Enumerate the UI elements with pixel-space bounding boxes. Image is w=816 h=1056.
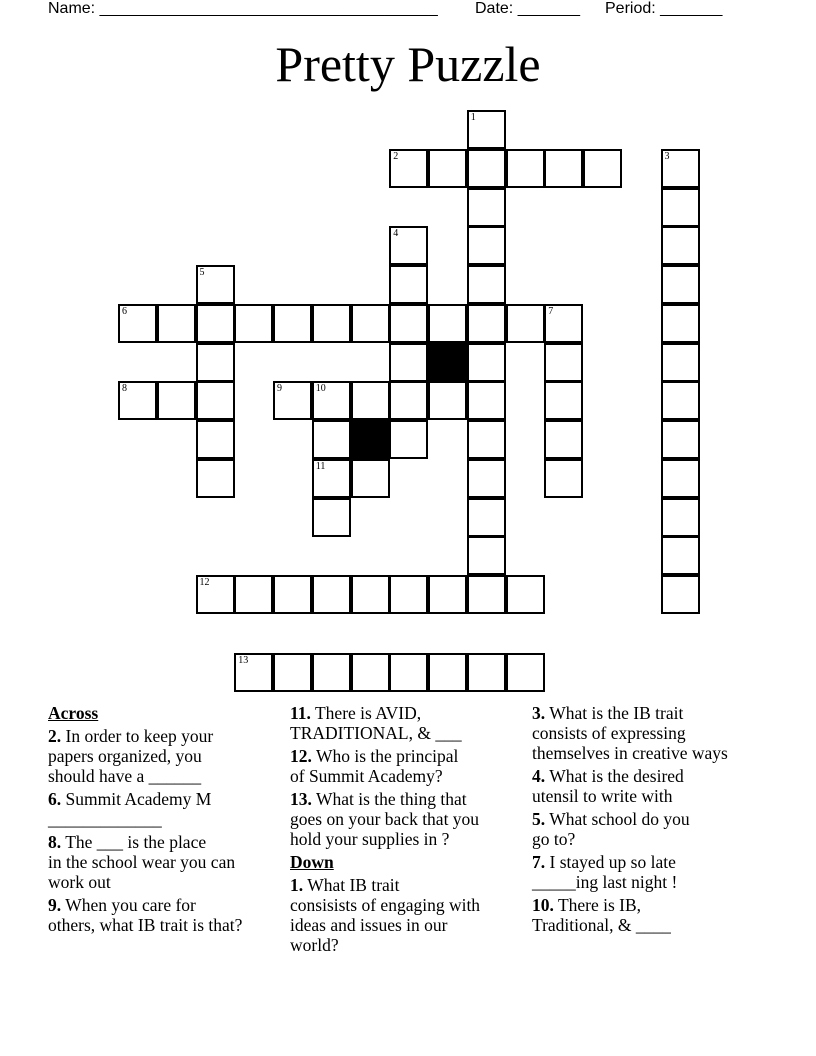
cell-number: 7 [548,305,554,317]
clue-number: 5. [532,809,546,829]
grid-cell[interactable] [661,343,700,382]
grid-cell[interactable] [196,304,235,343]
grid-cell[interactable] [506,653,545,692]
clue-item [532,703,772,763]
name-field[interactable]: Name: ______________________________________ [48,0,438,17]
grid-cell[interactable] [661,188,700,227]
grid-cell[interactable] [428,653,467,692]
clue-text: What is the desired utensil to write with [532,766,684,806]
grid-cell[interactable] [661,420,700,459]
cell-number: 5 [199,267,205,278]
grid-cell[interactable] [467,188,506,227]
grid-cell[interactable] [312,381,351,420]
clue-text: What IB trait consisists of engaging with ideas and issues in our world? [290,875,481,955]
grid-cell[interactable] [196,343,235,382]
grid-cell[interactable] [661,498,700,537]
grid-cell[interactable] [234,575,273,614]
grid-cell[interactable] [196,575,235,614]
clue-text: There is IB, Traditional, & ____ [532,895,671,935]
down-heading: Down [290,852,334,872]
grid-cell[interactable] [312,498,351,537]
puzzle-title: Pretty Puzzle [275,36,541,92]
grid-cell[interactable] [351,459,390,498]
cell-number: 9 [277,383,282,395]
clue-text: When you care for others, what IB trait is that? [48,895,243,935]
black-cell [351,420,390,459]
grid-cell[interactable] [544,149,583,188]
grid-cell[interactable] [157,381,196,420]
grid-cell[interactable] [273,381,312,420]
cell-number: 8 [122,383,127,395]
grid-cell[interactable] [273,575,312,614]
grid-cell[interactable] [389,265,428,304]
date-field[interactable]: Date: _______ [475,0,580,17]
grid-cell[interactable] [273,304,312,343]
clue-column-1 [48,703,283,938]
grid-cell[interactable] [467,459,506,498]
grid-cell[interactable] [312,653,351,692]
clue-column-2 [290,703,525,958]
grid-cell[interactable] [428,149,467,188]
grid-cell[interactable] [467,226,506,265]
grid-cell[interactable] [467,653,506,692]
clue-text: Who is the principal of Summit Academy? [290,746,459,786]
grid-cell[interactable] [351,381,390,420]
grid-cell[interactable] [467,536,506,575]
black-cell [428,343,467,382]
grid-cell[interactable] [389,420,428,459]
cell-number: 12 [199,577,210,588]
grid-cell[interactable] [467,343,506,382]
clue-number: 12. [290,746,312,766]
grid-cell[interactable] [661,226,700,265]
clue-number: 9. [48,895,62,915]
cell-number: 2 [393,150,399,162]
grid-cell[interactable] [661,536,700,575]
grid-cell[interactable] [196,420,235,459]
clue-item [532,766,772,806]
clue-item [532,895,772,935]
grid-cell[interactable] [467,304,506,343]
grid-cell[interactable] [351,304,390,343]
clue-text: What is the thing that goes on your back that you hold your supplies in ? [290,789,480,849]
grid-cell[interactable] [389,381,428,420]
grid-cell[interactable] [312,459,351,498]
grid-cell[interactable] [351,575,390,614]
grid-cell[interactable] [544,343,583,382]
cell-number: 11 [315,460,326,472]
grid-cell[interactable] [506,575,545,614]
grid-cell[interactable] [544,381,583,420]
cell-number: 10 [315,383,326,395]
grid-cell[interactable] [661,459,700,498]
grid-cell[interactable] [157,304,196,343]
cell-number: 3 [664,150,670,162]
grid-cell[interactable] [389,304,428,343]
clue-text: I stayed up so late _____ing last night ! [532,852,678,892]
grid-cell[interactable] [583,149,622,188]
clue-column-3 [532,703,772,938]
grid-cell[interactable] [467,420,506,459]
grid-cell[interactable] [196,265,235,304]
grid-cell[interactable] [118,304,157,343]
grid-cell[interactable] [467,381,506,420]
clue-number: 6. [48,789,62,809]
clue-item [48,832,283,892]
grid-cell[interactable] [351,653,390,692]
grid-cell[interactable] [196,459,235,498]
across-heading: Across [48,703,99,723]
grid-cell[interactable] [234,653,273,692]
grid-cell[interactable] [467,575,506,614]
clue-item [290,746,525,786]
grid-cell[interactable] [389,653,428,692]
grid-cell[interactable] [467,265,506,304]
clue-text: What is the IB trait consists of expressing themselves in creative ways [532,703,728,763]
grid-cell[interactable] [389,226,428,265]
clue-text: In order to keep your papers organized, you should have a ______ [48,726,214,786]
grid-cell[interactable] [661,265,700,304]
grid-cell[interactable] [428,304,467,343]
clue-item [48,895,283,935]
clue-text: There is AVID, TRADITIONAL, & ___ [290,703,462,743]
grid-cell[interactable] [234,304,273,343]
grid-cell[interactable] [428,575,467,614]
clue-number: 4. [532,766,546,786]
clue-number: 1. [290,875,304,895]
grid-cell[interactable] [312,575,351,614]
grid-cell[interactable] [544,304,583,343]
grid-cell[interactable] [661,575,700,614]
grid-cell[interactable] [312,420,351,459]
cell-number: 13 [238,654,249,666]
clue-text: The ___ is the place in the school wear you can work out [48,832,236,892]
clue-item [532,852,772,892]
clue-number: 7. [532,852,546,872]
clue-item [290,789,525,849]
grid-cell[interactable] [506,304,545,343]
grid-cell[interactable] [467,149,506,188]
clue-number: 11. [290,703,311,723]
period-field[interactable]: Period: _______ [605,0,723,17]
grid-cell[interactable] [467,498,506,537]
clue-text: Summit Academy M _____________ [48,789,212,829]
grid-cell[interactable] [661,149,700,188]
grid-cell[interactable] [196,381,235,420]
cell-number: 4 [393,228,399,240]
grid-cell[interactable] [661,304,700,343]
grid-cell[interactable] [389,575,428,614]
clue-number: 10. [532,895,554,915]
clue-number: 3. [532,703,546,723]
grid-cell[interactable] [312,304,351,343]
clue-item [48,789,283,829]
clue-item [290,875,525,955]
grid-cell[interactable] [273,653,312,692]
grid-cell[interactable] [389,149,428,188]
grid-cell[interactable] [467,110,506,149]
grid-cell[interactable] [544,420,583,459]
clue-item [290,703,525,743]
grid-cell[interactable] [428,381,467,420]
grid-cell[interactable] [544,459,583,498]
clue-item [532,809,772,849]
grid-cell[interactable] [506,149,545,188]
grid-cell[interactable] [389,343,428,382]
clue-number: 2. [48,726,62,746]
cell-number: 6 [122,305,127,317]
clue-text: What school do you go to? [532,809,690,849]
clue-item [48,726,283,786]
grid-cell[interactable] [118,381,157,420]
grid-cell[interactable] [661,381,700,420]
clue-number: 8. [48,832,62,852]
clue-number: 13. [290,789,312,809]
cell-number: 1 [470,112,476,123]
